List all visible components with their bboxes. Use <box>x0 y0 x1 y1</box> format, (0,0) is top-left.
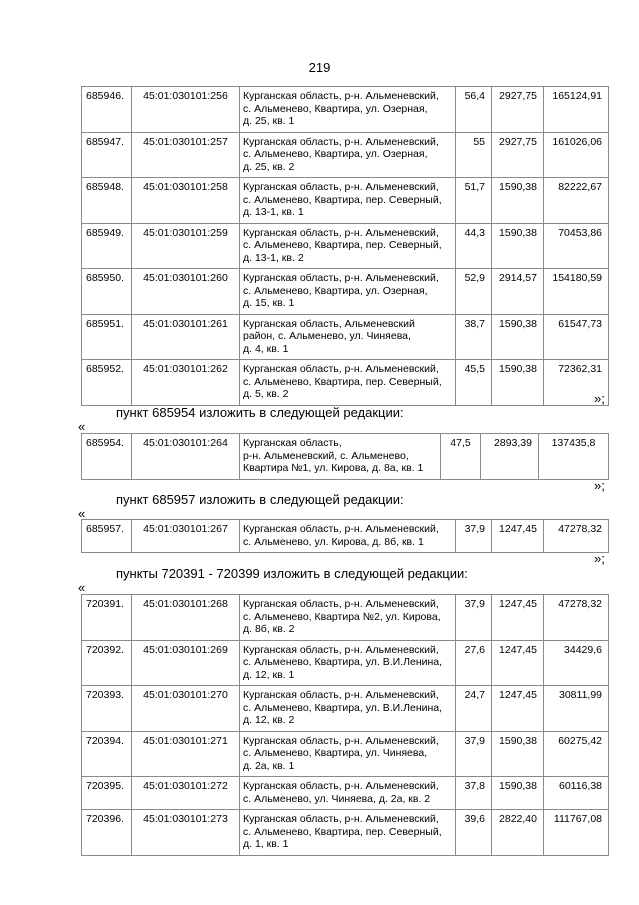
address-line: с. Альменево, Квартира, пер. Северный, <box>243 239 442 251</box>
address-line: с. Альменево, ул. Чиняева, д. 2а, кв. 2 <box>243 792 431 805</box>
area-cell: 37,9 <box>456 731 492 777</box>
cadastral-rate-cell: 1247,45 <box>492 686 544 732</box>
table-row <box>82 314 609 360</box>
page-number: 219 <box>308 60 331 75</box>
cadastral-rate-cell: 1247,45 <box>492 595 544 641</box>
cadastral-value-cell: 165124,91 <box>544 87 609 133</box>
table-row <box>82 686 609 732</box>
address-line: Курганская область, р-н. Альменевский, <box>243 813 439 825</box>
cadastral-number-cell: 45:01:030101:270 <box>132 686 240 732</box>
registry-table-1 <box>81 86 609 406</box>
cadastral-number-cell: 45:01:030101:273 <box>132 810 240 856</box>
address-line: с. Альменево, Квартира, ул. Озерная, <box>243 102 428 115</box>
address-line: с. Альменево, Квартира, ул. Озерная, <box>243 148 428 160</box>
address-cell <box>240 640 456 686</box>
table-row <box>82 731 609 777</box>
area-cell: 56,4 <box>456 87 492 133</box>
area-cell: 27,6 <box>456 640 492 686</box>
address-line: район, с. Альменево, ул. Чиняева, <box>243 330 411 342</box>
closing-quote: »; <box>594 551 605 566</box>
cadastral-value-cell: 30811,99 <box>544 686 609 732</box>
row-number-cell: 720393. <box>82 686 132 732</box>
cadastral-number-cell: 45:01:030101:258 <box>132 178 240 224</box>
row-number-cell: 685949. <box>82 223 132 269</box>
cadastral-value-cell: 61547,73 <box>544 314 609 360</box>
address-line: д. 13-1, кв. 1 <box>243 206 304 218</box>
address-line: Курганская область, р-н. Альменевский, <box>243 272 439 284</box>
address-line: Курганская область, р-н. Альменевский, <box>243 643 439 656</box>
address-line: Курганская область, р-н. Альменевский, <box>243 598 439 610</box>
address-line: Курганская область, Альменевский <box>243 317 415 330</box>
cadastral-number-cell: 45:01:030101:268 <box>132 595 240 641</box>
address-line: д. 15, кв. 1 <box>243 297 295 309</box>
cadastral-rate-cell: 1247,45 <box>492 520 544 553</box>
row-number-cell: 720391. <box>82 595 132 641</box>
table-row <box>82 178 609 224</box>
cadastral-rate-cell: 1590,38 <box>492 314 544 360</box>
address-cell <box>240 731 456 777</box>
address-cell <box>240 520 456 553</box>
area-cell: 47,5 <box>441 434 481 480</box>
cadastral-value-cell: 137435,8 <box>539 434 609 480</box>
area-cell: 37,9 <box>456 520 492 553</box>
address-line: д. 1, кв. 1 <box>243 838 289 850</box>
registry-table-4 <box>81 594 609 856</box>
address-cell <box>240 132 456 178</box>
table-row <box>82 810 609 856</box>
row-number-cell: 720392. <box>82 640 132 686</box>
address-cell <box>240 269 456 315</box>
cadastral-value-cell: 60275,42 <box>544 731 609 777</box>
address-cell <box>240 434 441 480</box>
area-cell: 51,7 <box>456 178 492 224</box>
address-line: с. Альменево, Квартира, пер. Северный, <box>243 193 442 206</box>
address-cell <box>240 314 456 360</box>
cadastral-value-cell: 161026,06 <box>544 132 609 178</box>
table-row <box>82 87 609 133</box>
table-row <box>82 520 609 553</box>
cadastral-value-cell: 70453,86 <box>544 223 609 269</box>
address-line: Курганская область, <box>243 437 342 449</box>
cadastral-value-cell: 72362,31 <box>544 360 609 406</box>
cadastral-rate-cell: 1590,38 <box>492 223 544 269</box>
table-row <box>82 223 609 269</box>
table-row <box>82 434 609 480</box>
address-line: д. 2а, кв. 1 <box>243 759 295 772</box>
address-line: д. 12, кв. 1 <box>243 668 295 681</box>
address-cell <box>240 686 456 732</box>
opening-quote: « <box>78 419 86 434</box>
row-number-cell: 720395. <box>82 777 132 810</box>
cadastral-number-cell: 45:01:030101:262 <box>132 360 240 406</box>
address-cell <box>240 223 456 269</box>
address-line: д. 25, кв. 1 <box>243 115 295 127</box>
row-number-cell: 685946. <box>82 87 132 133</box>
area-cell: 24,7 <box>456 686 492 732</box>
address-cell <box>240 777 456 810</box>
cadastral-number-cell: 45:01:030101:271 <box>132 731 240 777</box>
cadastral-rate-cell: 1590,38 <box>492 731 544 777</box>
row-number-cell: 685957. <box>82 520 132 553</box>
amendment-heading: пункт 685957 изложить в следующей редакции: <box>116 492 404 507</box>
cadastral-number-cell: 45:01:030101:256 <box>132 87 240 133</box>
row-number-cell: 685954. <box>82 434 132 480</box>
address-cell <box>240 595 456 641</box>
table-row <box>82 269 609 315</box>
address-line: р-н. Альменевский, с. Альменево, <box>243 449 409 462</box>
address-line: Курганская область, р-н. Альменевский, <box>243 780 439 792</box>
cadastral-rate-cell: 1590,38 <box>492 178 544 224</box>
closing-quote: »; <box>594 478 605 493</box>
cadastral-value-cell: 34429,6 <box>544 640 609 686</box>
area-cell: 52,9 <box>456 269 492 315</box>
table-row <box>82 595 609 641</box>
address-line: с. Альменево, Квартира №2, ул. Кирова, <box>243 610 441 623</box>
address-line: с. Альменево, Квартира, пер. Северный, <box>243 825 442 838</box>
cadastral-rate-cell: 2914,57 <box>492 269 544 315</box>
area-cell: 37,9 <box>456 595 492 641</box>
row-number-cell: 720396. <box>82 810 132 856</box>
cadastral-value-cell: 111767,08 <box>544 810 609 856</box>
area-cell: 55 <box>456 132 492 178</box>
table-row <box>82 132 609 178</box>
address-line: д. 8б, кв. 2 <box>243 623 295 635</box>
cadastral-value-cell: 60116,38 <box>544 777 609 810</box>
address-cell <box>240 810 456 856</box>
cadastral-rate-cell: 1590,38 <box>492 777 544 810</box>
amendment-heading: пункт 685954 изложить в следующей редакции: <box>116 405 404 420</box>
closing-quote: »; <box>594 391 605 406</box>
opening-quote: « <box>78 580 86 595</box>
cadastral-number-cell: 45:01:030101:267 <box>132 520 240 553</box>
address-line: Курганская область, р-н. Альменевский, <box>243 689 439 701</box>
area-cell: 37,8 <box>456 777 492 810</box>
address-line: д. 12, кв. 2 <box>243 714 295 726</box>
address-cell <box>240 87 456 133</box>
table-row <box>82 777 609 810</box>
row-number-cell: 720394. <box>82 731 132 777</box>
address-line: Курганская область, р-н. Альменевский, <box>243 90 439 102</box>
address-line: д. 5, кв. 2 <box>243 388 289 400</box>
cadastral-rate-cell: 2822,40 <box>492 810 544 856</box>
table-row <box>82 360 609 406</box>
registry-table-2 <box>81 433 609 480</box>
address-line: с. Альменево, Квартира, пер. Северный, <box>243 375 442 388</box>
area-cell: 45,5 <box>456 360 492 406</box>
address-line: Курганская область, р-н. Альменевский, <box>243 135 439 148</box>
cadastral-rate-cell: 1247,45 <box>492 640 544 686</box>
address-line: Курганская область, р-н. Альменевский, <box>243 226 439 239</box>
cadastral-value-cell: 47278,32 <box>544 595 609 641</box>
address-line: Курганская область, р-н. Альменевский, <box>243 181 439 193</box>
address-line: Курганская область, р-н. Альменевский, <box>243 734 439 747</box>
address-line: Квартира №1, ул. Кирова, д. 8а, кв. 1 <box>243 462 424 474</box>
cadastral-value-cell: 47278,32 <box>544 520 609 553</box>
cadastral-rate-cell: 2927,75 <box>492 87 544 133</box>
row-number-cell: 685952. <box>82 360 132 406</box>
cadastral-number-cell: 45:01:030101:264 <box>132 434 240 480</box>
address-line: с. Альменево, Квартира, ул. В.И.Ленина, <box>243 656 443 668</box>
address-line: Курганская область, р-н. Альменевский, <box>243 363 439 375</box>
table-row <box>82 640 609 686</box>
opening-quote: « <box>78 506 86 521</box>
row-number-cell: 685950. <box>82 269 132 315</box>
address-cell <box>240 360 456 406</box>
area-cell: 38,7 <box>456 314 492 360</box>
cadastral-number-cell: 45:01:030101:269 <box>132 640 240 686</box>
row-number-cell: 685948. <box>82 178 132 224</box>
amendment-heading: пункты 720391 - 720399 изложить в следующей редакции: <box>116 566 468 581</box>
address-line: с. Альменево, Квартира, ул. Чиняева, <box>243 747 428 759</box>
cadastral-rate-cell: 2927,75 <box>492 132 544 178</box>
address-line: д. 25, кв. 2 <box>243 160 295 173</box>
cadastral-number-cell: 45:01:030101:257 <box>132 132 240 178</box>
registry-table-3 <box>81 519 609 553</box>
cadastral-rate-cell: 2893,39 <box>481 434 539 480</box>
address-line: д. 4, кв. 1 <box>243 342 289 355</box>
row-number-cell: 685951. <box>82 314 132 360</box>
address-line: с. Альменево, ул. Кирова, д. 8б, кв. 1 <box>243 535 424 548</box>
cadastral-number-cell: 45:01:030101:261 <box>132 314 240 360</box>
cadastral-value-cell: 154180,59 <box>544 269 609 315</box>
address-cell <box>240 178 456 224</box>
cadastral-number-cell: 45:01:030101:259 <box>132 223 240 269</box>
area-cell: 39,6 <box>456 810 492 856</box>
cadastral-number-cell: 45:01:030101:260 <box>132 269 240 315</box>
cadastral-rate-cell: 1590,38 <box>492 360 544 406</box>
address-line: с. Альменево, Квартира, ул. В.И.Ленина, <box>243 701 443 714</box>
area-cell: 44,3 <box>456 223 492 269</box>
cadastral-value-cell: 82222,67 <box>544 178 609 224</box>
address-line: д. 13-1, кв. 2 <box>243 251 304 264</box>
address-line: с. Альменево, Квартира, ул. Озерная, <box>243 284 428 297</box>
row-number-cell: 685947. <box>82 132 132 178</box>
address-line: Курганская область, р-н. Альменевский, <box>243 523 439 535</box>
cadastral-number-cell: 45:01:030101:272 <box>132 777 240 810</box>
